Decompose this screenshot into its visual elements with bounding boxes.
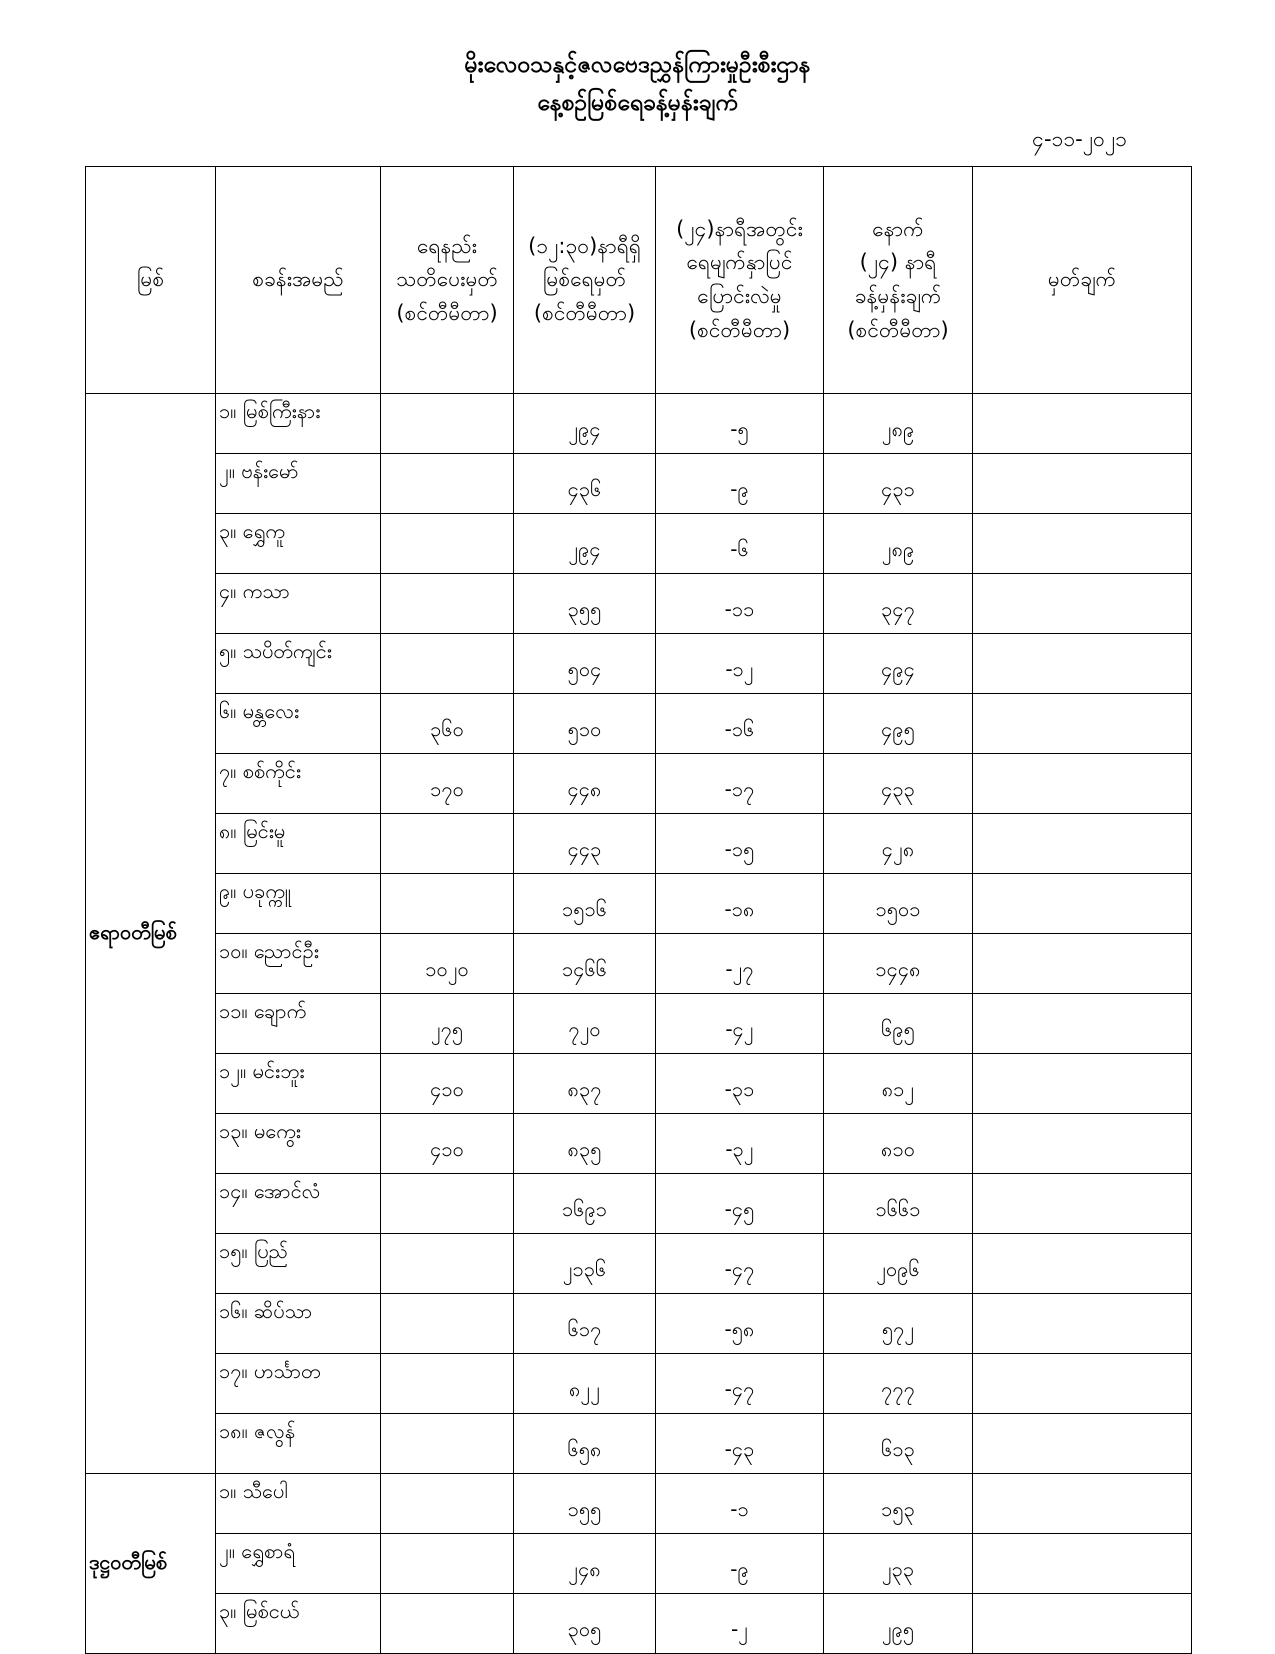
change-24h-cell: -၃၂ xyxy=(656,1114,824,1174)
warning-level-cell xyxy=(381,1474,514,1534)
warning-level-cell xyxy=(381,574,514,634)
forecast-24h-cell: ၆၁၃ xyxy=(824,1414,973,1474)
current-level-cell: ၂၁၃၆ xyxy=(514,1234,656,1294)
river-name: ဒုဋ္ဌဝတီမြစ် xyxy=(86,1474,216,1654)
station-name-cell: ၁၈။ ဇလွန် xyxy=(216,1414,381,1474)
change-24h-cell: -၄၃ xyxy=(656,1414,824,1474)
remark-cell xyxy=(973,1294,1192,1354)
change-24h-cell: -၁၇ xyxy=(656,754,824,814)
table-row xyxy=(86,574,1192,634)
warning-level-cell xyxy=(381,514,514,574)
column-header-line: (စင်တီမီတာ) xyxy=(847,317,949,342)
forecast-24h-cell: ၁၄၄၈ xyxy=(824,934,973,994)
current-level-cell: ၈၃၅ xyxy=(514,1114,656,1174)
warning-level-cell: ၄၁၀ xyxy=(381,1054,514,1114)
table-row xyxy=(86,1294,1192,1354)
change-24h-cell: -၆ xyxy=(656,514,824,574)
warning-level-cell xyxy=(381,814,514,874)
remark-cell xyxy=(973,814,1192,874)
forecast-24h-cell: ၂၈၉ xyxy=(824,394,973,454)
forecast-24h-cell: ၂၉၅ xyxy=(824,1594,973,1654)
change-24h-cell: -၉ xyxy=(656,454,824,514)
remark-cell xyxy=(973,1174,1192,1234)
forecast-24h-cell: ၈၁၀ xyxy=(824,1114,973,1174)
table-row xyxy=(86,1054,1192,1114)
change-24h-cell: -၅ xyxy=(656,394,824,454)
table-row xyxy=(86,634,1192,694)
station-name-cell: ၇။ စစ်ကိုင်း xyxy=(216,754,381,814)
forecast-24h-cell: ၁၅၃ xyxy=(824,1474,973,1534)
remark-cell xyxy=(973,1054,1192,1114)
current-level-cell: ၁၅၅ xyxy=(514,1474,656,1534)
table-row xyxy=(86,994,1192,1054)
warning-level-cell: ၄၁၀ xyxy=(381,1114,514,1174)
column-header-line: ရေမျက်နှာပြင် xyxy=(686,250,793,275)
warning-level-cell xyxy=(381,1294,514,1354)
table-row xyxy=(86,1594,1192,1654)
change-24h-cell: -၁၈ xyxy=(656,874,824,934)
current-level-cell: ၃၀၅ xyxy=(514,1594,656,1654)
warning-level-cell xyxy=(381,394,514,454)
current-level-cell: ၄၄၃ xyxy=(514,814,656,874)
river-forecast-table xyxy=(85,166,1192,1654)
column-header-line: (စင်တီမီတာ) xyxy=(688,317,791,342)
column-header-line: မှတ်ချက် xyxy=(1047,267,1117,292)
current-level-cell: ၅၀၄ xyxy=(514,634,656,694)
forecast-24h-cell: ၄၂၈ xyxy=(824,814,973,874)
column-header-line: (၂၄)နာရီအတွင်း xyxy=(676,216,803,241)
current-level-cell: ၁၆၉၁ xyxy=(514,1174,656,1234)
station-name-cell: ၁။ မြစ်ကြီးနား xyxy=(216,394,381,454)
remark-cell xyxy=(973,514,1192,574)
remark-cell xyxy=(973,874,1192,934)
forecast-24h-cell: ၄၉၄ xyxy=(824,634,973,694)
warning-level-cell xyxy=(381,1414,514,1474)
table-row xyxy=(86,754,1192,814)
current-level-cell: ၄၃၆ xyxy=(514,454,656,514)
table-header-row xyxy=(86,167,1192,394)
station-name-cell: ၁၄။ အောင်လံ xyxy=(216,1174,381,1234)
column-header-line: (စင်တီမီတာ) xyxy=(396,300,498,325)
remark-cell xyxy=(973,574,1192,634)
change-24h-cell: -၁ xyxy=(656,1474,824,1534)
column-header-line: စခန်းအမည် xyxy=(252,267,344,292)
change-24h-cell: -၉ xyxy=(656,1534,824,1594)
change-24h-cell: -၄၇ xyxy=(656,1234,824,1294)
remark-cell xyxy=(973,394,1192,454)
warning-level-cell: ၁၀၂၀ xyxy=(381,934,514,994)
column-header-line: ပြောင်းလဲမှု xyxy=(697,284,782,308)
remark-cell xyxy=(973,994,1192,1054)
warning-level-cell: ၁၇၀ xyxy=(381,754,514,814)
current-level-cell: ၁၅၁၆ xyxy=(514,874,656,934)
column-header-line: သတိပေးမှတ် xyxy=(396,267,498,292)
table-row xyxy=(86,814,1192,874)
column-header-river xyxy=(86,167,216,394)
station-name-cell: ၅။ သပိတ်ကျင်း xyxy=(216,634,381,694)
warning-level-cell xyxy=(381,1234,514,1294)
table-row xyxy=(86,1534,1192,1594)
table-row xyxy=(86,1474,1192,1534)
warning-level-cell xyxy=(381,874,514,934)
warning-level-cell: ၂၇၅ xyxy=(381,994,514,1054)
station-name-cell: ၃။ ရွှေကူ xyxy=(216,514,381,574)
table-row xyxy=(86,1414,1192,1474)
forecast-24h-cell: ၄၃၁ xyxy=(824,454,973,514)
change-24h-cell: -၁၅ xyxy=(656,814,824,874)
current-level-cell: ၆၁၇ xyxy=(514,1294,656,1354)
current-level-cell: ၃၅၅ xyxy=(514,574,656,634)
warning-level-cell xyxy=(381,1534,514,1594)
forecast-24h-cell: ၁၆၆၁ xyxy=(824,1174,973,1234)
warning-level-cell xyxy=(381,634,514,694)
page-subtitle: နေ့စဉ်မြစ်ရေခန့်မှန်းချက် xyxy=(537,90,738,116)
forecast-24h-cell: ၅၇၂ xyxy=(824,1294,973,1354)
station-name-cell: ၁၂။ မင်းဘူး xyxy=(216,1054,381,1114)
table-row xyxy=(86,454,1192,514)
column-header-line: (၂၄) နာရီ xyxy=(859,250,937,275)
current-level-cell: ၈၂၂ xyxy=(514,1354,656,1414)
station-name-cell: ၃။ မြစ်ငယ် xyxy=(216,1594,381,1654)
current-level-cell: ၈၃၇ xyxy=(514,1054,656,1114)
station-name-cell: ၉။ ပခုက္ကူ xyxy=(216,874,381,934)
page-title: မိုးလေဝသနှင့်ဇလဗေဒညွှန်ကြားမှုဦးစီးဌာန xyxy=(464,52,811,78)
remark-cell xyxy=(973,1114,1192,1174)
column-header-current-level xyxy=(514,167,656,394)
warning-level-cell xyxy=(381,454,514,514)
column-header-change-24h xyxy=(656,167,824,394)
remark-cell xyxy=(973,1474,1192,1534)
station-name-cell: ၄။ ကသာ xyxy=(216,574,381,634)
column-header-line: နောက် xyxy=(872,216,924,241)
station-name-cell: ၁၅။ ပြည် xyxy=(216,1234,381,1294)
remark-cell xyxy=(973,1234,1192,1294)
column-header-line: မြစ် xyxy=(136,267,165,292)
current-level-cell: ၂၉၄ xyxy=(514,514,656,574)
forecast-24h-cell: ၇၇၇ xyxy=(824,1354,973,1414)
column-header-remarks xyxy=(973,167,1192,394)
current-level-cell: ၄၄၈ xyxy=(514,754,656,814)
remark-cell xyxy=(973,1594,1192,1654)
current-level-cell: ၇၂၀ xyxy=(514,994,656,1054)
station-name-cell: ၆။ မန္တလေး xyxy=(216,694,381,754)
column-header-line: (စင်တီမီတာ) xyxy=(533,300,636,325)
change-24h-cell: -၄၅ xyxy=(656,1174,824,1234)
station-name-cell: ၁၀။ ညောင်ဦး xyxy=(216,934,381,994)
warning-level-cell: ၃၆၀ xyxy=(381,694,514,754)
station-name-cell: ၈။ မြင်းမူ xyxy=(216,814,381,874)
forecast-24h-cell: ၁၅၀၁ xyxy=(824,874,973,934)
station-name-cell: ၂။ ရွှေစာရံ xyxy=(216,1534,381,1594)
column-header-forecast-24h xyxy=(824,167,973,394)
current-level-cell: ၅၁၀ xyxy=(514,694,656,754)
forecast-24h-cell: ၄၃၃ xyxy=(824,754,973,814)
table-row xyxy=(86,1354,1192,1414)
station-name-cell: ၂။ ဗန်းမော် xyxy=(216,454,381,514)
table-row xyxy=(86,874,1192,934)
remark-cell xyxy=(973,754,1192,814)
column-header-line: ရေနည်း xyxy=(417,233,477,258)
change-24h-cell: -၁၁ xyxy=(656,574,824,634)
column-header-warning-level xyxy=(381,167,514,394)
river-name: ဧရာဝတီမြစ် xyxy=(86,394,216,1474)
change-24h-cell: -၂၇ xyxy=(656,934,824,994)
current-level-cell: ၂၉၄ xyxy=(514,394,656,454)
current-level-cell: ၆၅၈ xyxy=(514,1414,656,1474)
forecast-24h-cell: ၂၀၉၆ xyxy=(824,1234,973,1294)
column-header-line: မြစ်ရေမှတ် xyxy=(542,267,627,292)
table-row xyxy=(86,694,1192,754)
table-row xyxy=(86,1114,1192,1174)
table-row xyxy=(86,394,1192,454)
current-level-cell: ၂၄၈ xyxy=(514,1534,656,1594)
station-name-cell: ၁၆။ ဆိပ်သာ xyxy=(216,1294,381,1354)
station-name-cell: ၁၇။ ဟင်္သာတ xyxy=(216,1354,381,1414)
forecast-24h-cell: ၄၉၅ xyxy=(824,694,973,754)
change-24h-cell: -၂ xyxy=(656,1594,824,1654)
remark-cell xyxy=(973,694,1192,754)
table-row xyxy=(86,934,1192,994)
remark-cell xyxy=(973,1414,1192,1474)
remark-cell xyxy=(973,634,1192,694)
table-row xyxy=(86,1174,1192,1234)
change-24h-cell: -၅၈ xyxy=(656,1294,824,1354)
column-header-line: (၁၂:၃၀)နာရီရှိ xyxy=(528,233,641,258)
warning-level-cell xyxy=(381,1354,514,1414)
column-header-line: ခန့်မှန်းချက် xyxy=(854,284,942,308)
station-name-cell: ၁၃။ မကွေး xyxy=(216,1114,381,1174)
forecast-24h-cell: ၂၈၉ xyxy=(824,514,973,574)
forecast-24h-cell: ၂၃၃ xyxy=(824,1534,973,1594)
report-date: ၄-၁၁-၂၀၂၁ xyxy=(1032,127,1127,151)
table-row xyxy=(86,1234,1192,1294)
remark-cell xyxy=(973,934,1192,994)
warning-level-cell xyxy=(381,1174,514,1234)
table-body xyxy=(86,394,1192,1654)
table-row xyxy=(86,514,1192,574)
change-24h-cell: -၁၆ xyxy=(656,694,824,754)
forecast-24h-cell: ၈၁၂ xyxy=(824,1054,973,1114)
warning-level-cell xyxy=(381,1594,514,1654)
current-level-cell: ၁၄၆၆ xyxy=(514,934,656,994)
column-header-station xyxy=(216,167,381,394)
change-24h-cell: -၃၁ xyxy=(656,1054,824,1114)
change-24h-cell: -၄၇ xyxy=(656,1354,824,1414)
station-name-cell: ၁။ သီပေါ xyxy=(216,1474,381,1534)
remark-cell xyxy=(973,1354,1192,1414)
forecast-24h-cell: ၃၄၇ xyxy=(824,574,973,634)
remark-cell xyxy=(973,454,1192,514)
forecast-24h-cell: ၆၉၅ xyxy=(824,994,973,1054)
change-24h-cell: -၄၂ xyxy=(656,994,824,1054)
station-name-cell: ၁၁။ ချောက် xyxy=(216,994,381,1054)
change-24h-cell: -၁၂ xyxy=(656,634,824,694)
remark-cell xyxy=(973,1534,1192,1594)
